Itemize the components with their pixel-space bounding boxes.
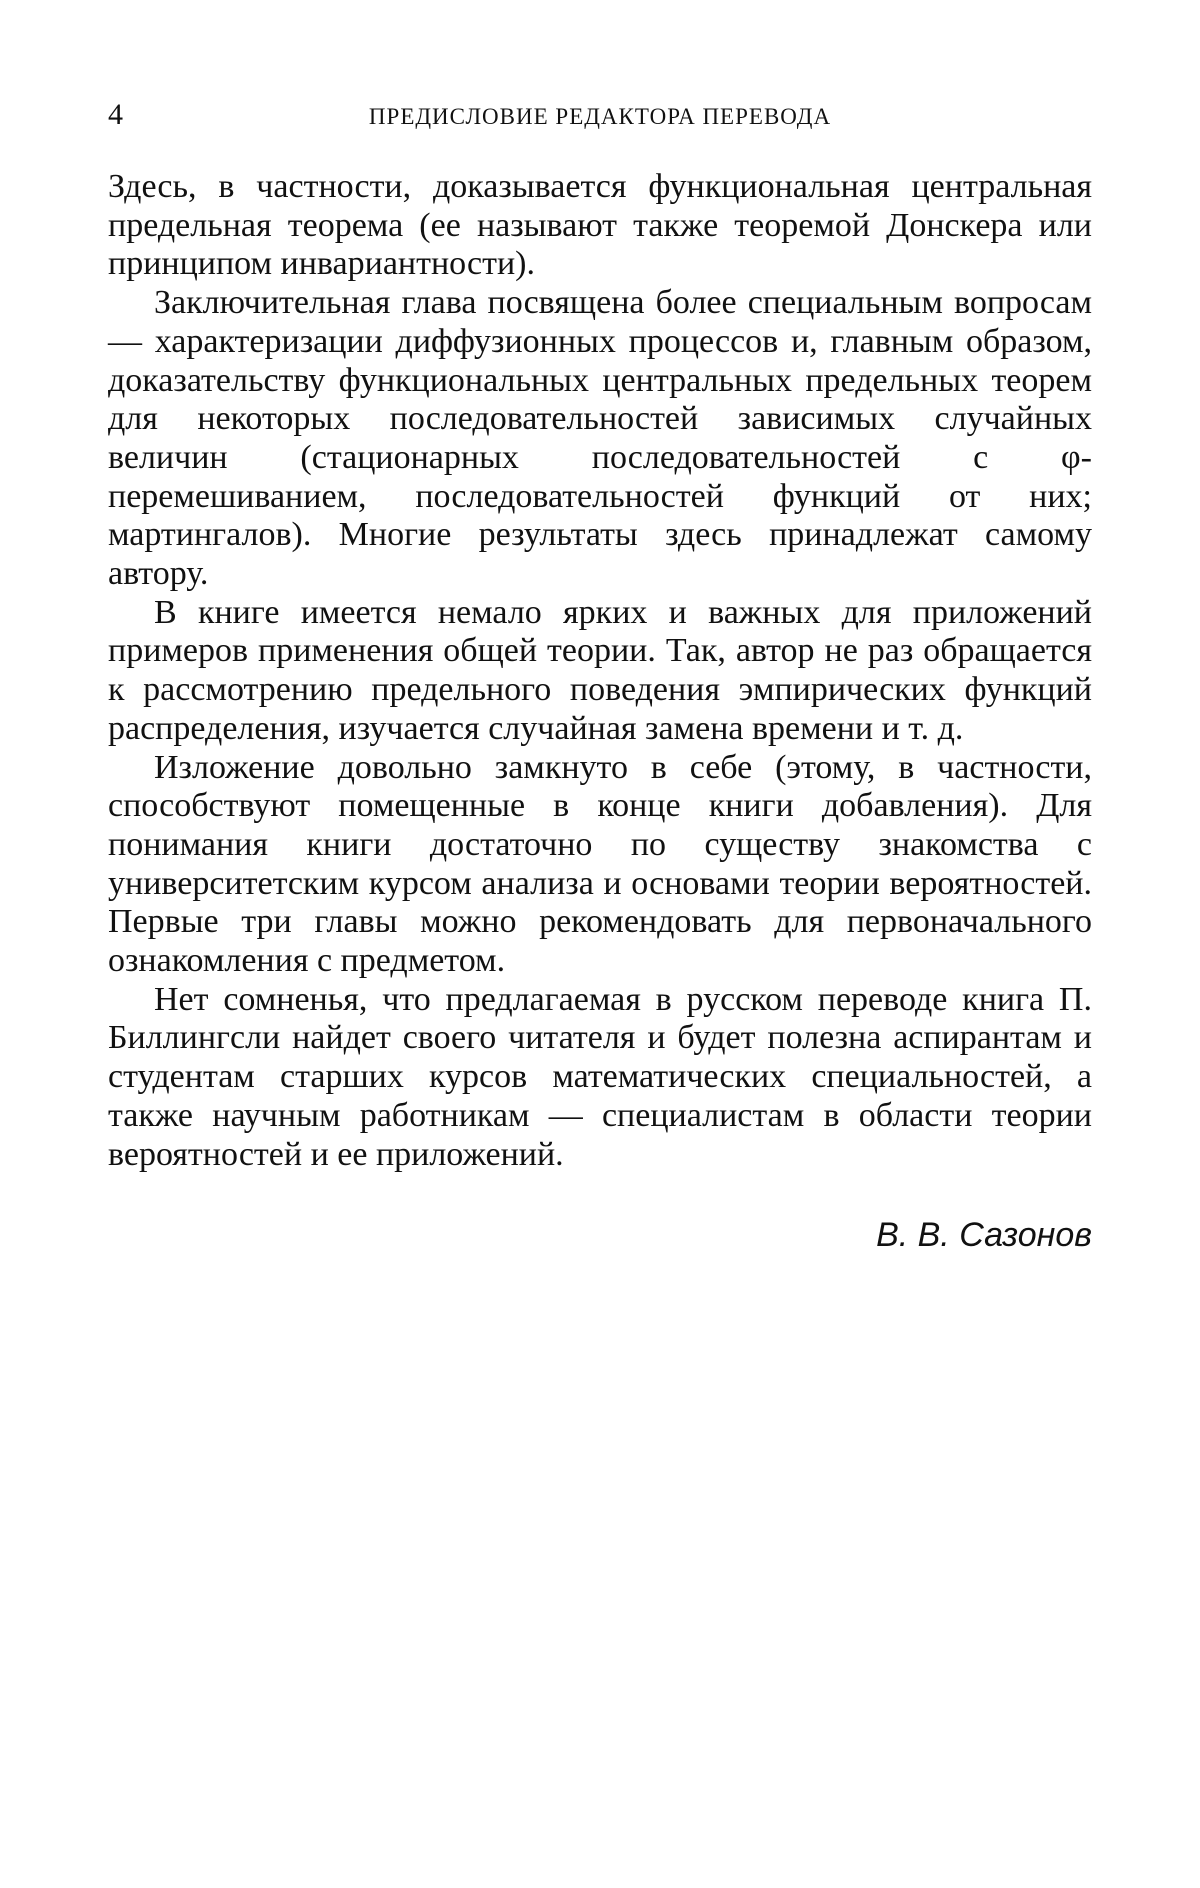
book-page xyxy=(108,92,1092,1255)
signature: В. В. Сазонов xyxy=(876,1216,1092,1255)
body-text xyxy=(108,168,1092,1174)
page-number: 4 xyxy=(108,98,124,131)
paragraph-2: Заключительная глава посвящена более специальным вопросам — характеризации диффузионных процессов и, главным образом, доказательству функциональных центральных предельных теорем для некоторых последовательностей зависимых случайных величин (стационарных последовательностей с φ-перемешиванием, последовательностей функций от них; мартингалов). Многие результаты здесь принадлежат самому автору. xyxy=(108,284,1092,593)
paragraph-4: Изложение довольно замкнуто в себе (этому, в частности, способствуют помещенные в конце книги добавления). Для понимания книги достаточно по существу знакомства с университетским курсом анализа и основами теории вероятностей. Первые три главы можно рекомендовать для первоначального ознакомления с предметом. xyxy=(108,748,1092,980)
running-head-title: ПРЕДИСЛОВИЕ РЕДАКТОРА ПЕРЕВОДА xyxy=(368,104,832,129)
paragraph-5: Нет сомненья, что предлагаемая в русском переводе книга П. Биллингсли найдет своего читателя и будет полезна аспирантам и студентам старших курсов математических специальностей, а также научным работникам — специалистам в области теории вероятностей и ее приложений. xyxy=(108,980,1092,1173)
paragraph-1: Здесь, в частности, доказывается функциональная центральная предельная теорема (ее называют также теоремой Донскера или принципом инвариантности). xyxy=(108,168,1092,283)
paragraph-3: В книге имеется немало ярких и важных для приложений примеров применения общей теории. Так, автор не раз обращается к рассмотрению предельного поведения эмпирических функций распределения, изучается случайная замена времени и т. д. xyxy=(108,593,1092,747)
running-head xyxy=(108,92,1092,132)
